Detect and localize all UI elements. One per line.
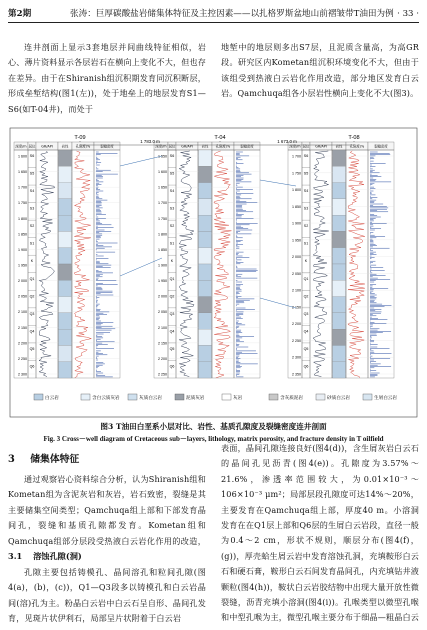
depth-tick-1-6: 1 850 <box>158 247 167 252</box>
layer-label-0-7: Q1 <box>29 276 35 281</box>
layer-label-2-6: K <box>304 259 308 264</box>
lithology-segment-1-0 <box>199 150 212 166</box>
running-title: 张涛：巨厚碳酸盐岩储集体特征及主控因素——以扎格罗斯盆地山前褶皱带T油田为例 <box>70 9 394 19</box>
legend-swatch-6 <box>316 394 325 400</box>
layer-label-1-3: S3 <box>169 206 175 211</box>
subsection-heading <box>8 551 82 562</box>
layer-label-1-6: K <box>170 259 174 264</box>
layer-label-0-0: S6 <box>29 154 35 158</box>
depth-tick-2-9: 2 150 <box>292 305 301 310</box>
lithology-segment-0-10 <box>59 313 72 329</box>
lithology-segment-2-12 <box>333 345 346 361</box>
layer-label-0-6: K <box>30 259 34 264</box>
lithology-segment-2-7 <box>333 264 346 280</box>
page-header <box>8 7 419 21</box>
depth-tick-1-3: 1 700 <box>158 201 167 206</box>
layer-label-1-4: S2 <box>169 224 175 229</box>
layer-label-2-5: S1 <box>303 241 309 246</box>
layer-label-0-9: Q3 <box>29 311 35 316</box>
lithology-segment-1-12 <box>199 345 212 361</box>
subsection-title: 溶蚀孔隙(洞) <box>33 551 82 561</box>
section-heading <box>8 451 79 465</box>
depth-tick-1-11: 2 100 <box>158 325 167 330</box>
lithology-segment-0-9 <box>59 297 72 313</box>
depth-tick-2-13: 2 350 <box>292 372 301 377</box>
col-header-label-1-4: 孔隙度/% <box>215 144 231 149</box>
section-intro: 通过观察岩心资料综合分析，认为Shiranish组和Kometan组为含泥灰岩和灰岩，岩石致密，裂缝是其主要储集空间类型；Qamchuqa组上部和下部发育晶间孔，裂缝和基质孔隙都发育。Kometan组和Qamchuqa组部分层段受热液白云岩化作用的改造， <box>8 474 206 546</box>
distance-label-1: 1 673.0 m <box>277 139 297 144</box>
lithology-segment-2-1 <box>333 166 346 182</box>
section-number: 3 <box>8 454 15 465</box>
depth-tick-0-10: 2 100 <box>18 310 27 315</box>
col-header-label-0-0: 深度/m <box>15 144 27 149</box>
depth-tick-0-5: 1 850 <box>18 232 27 237</box>
col-header-label-1-5: 裂缝密度 <box>240 144 254 149</box>
lithology-segment-2-0 <box>333 150 346 166</box>
legend-label-2: 灰质白云岩 <box>139 396 162 401</box>
layer-label-1-1: S5 <box>169 171 175 176</box>
depth-tick-1-9: 2 000 <box>158 294 167 299</box>
well-name-2: T-08 <box>348 135 360 141</box>
legend-label-6: 砂质白云岩 <box>327 396 350 401</box>
lithology-segment-1-13 <box>199 362 212 378</box>
depth-tick-1-0: 1 550 <box>158 154 167 159</box>
col-header-label-2-2: GR/API <box>315 144 327 149</box>
depth-tick-1-13: 2 200 <box>158 356 167 361</box>
lithology-segment-2-11 <box>333 329 346 345</box>
depth-tick-1-5: 1 800 <box>158 232 167 237</box>
lithology-segment-0-12 <box>59 345 72 361</box>
layer-label-0-12: Q6 <box>29 364 35 369</box>
depth-tick-1-7: 1 900 <box>158 263 167 268</box>
lithology-segment-1-3 <box>199 199 212 215</box>
layer-label-1-5: S1 <box>169 241 175 246</box>
lithology-segment-1-7 <box>199 264 212 280</box>
depth-tick-0-0: 1 600 <box>18 154 27 159</box>
layer-label-0-10: Q4 <box>29 329 35 334</box>
layer-label-2-4: S2 <box>303 224 309 229</box>
lithology-segment-0-4 <box>59 215 72 231</box>
lithology-segment-2-6 <box>333 248 346 264</box>
layer-label-2-0: S6 <box>303 154 309 158</box>
legend-label-5: 含灰质泥岩 <box>280 396 303 401</box>
depth-tick-2-1: 1 750 <box>292 171 301 176</box>
lithology-segment-0-11 <box>59 329 72 345</box>
layer-label-0-4: S2 <box>29 224 35 229</box>
legend-swatch-0 <box>34 394 43 400</box>
col-header-label-2-4: 孔隙度/% <box>349 144 365 149</box>
header-rule <box>8 22 419 23</box>
issue-label: 第2期 <box>8 9 32 19</box>
figure-caption-cn: 图3 T油田白垩系小层对比、岩性、基质孔隙度及裂缝密度连井剖面 <box>100 422 327 431</box>
col-header-label-2-1: 层位 <box>302 144 310 149</box>
lithology-segment-1-5 <box>199 231 212 247</box>
legend-swatch-3 <box>175 394 184 400</box>
depth-tick-2-3: 1 850 <box>292 204 301 209</box>
legend-label-3: 泥质灰岩 <box>186 396 205 401</box>
lithology-segment-2-2 <box>333 183 346 199</box>
layer-label-2-2: S4 <box>303 189 309 194</box>
lithology-segment-0-1 <box>59 166 72 182</box>
col-header-label-0-3: 岩性 <box>61 144 69 149</box>
legend-label-7: 生屑白云岩 <box>374 396 397 401</box>
layer-label-0-3: S3 <box>29 206 35 211</box>
depth-tick-2-7: 2 050 <box>292 271 301 276</box>
legend-swatch-4 <box>222 394 231 400</box>
layer-label-0-1: S5 <box>29 171 35 176</box>
lithology-segment-0-8 <box>59 280 72 296</box>
lithology-segment-1-4 <box>199 215 212 231</box>
lithology-segment-0-6 <box>59 248 72 264</box>
depth-tick-0-8: 2 000 <box>18 279 27 284</box>
lithology-segment-1-6 <box>199 248 212 264</box>
layer-label-0-11: Q5 <box>29 346 35 351</box>
col-header-label-1-2: GR/API <box>181 144 193 149</box>
depth-tick-1-2: 1 650 <box>158 185 167 190</box>
layer-label-2-11: Q5 <box>303 346 309 351</box>
depth-tick-2-6: 2 000 <box>292 255 301 260</box>
lithology-segment-2-5 <box>333 231 346 247</box>
depth-tick-2-4: 1 900 <box>292 221 301 226</box>
layer-label-2-9: Q3 <box>303 311 309 316</box>
layer-label-1-9: Q3 <box>169 311 175 316</box>
well-name-0: T-09 <box>74 135 86 141</box>
layer-label-1-0: S6 <box>169 154 175 158</box>
lithology-segment-1-11 <box>199 329 212 345</box>
layer-label-0-8: Q2 <box>29 294 35 299</box>
subsection-text: 孔隙主要包括铸模孔、晶间溶孔和粒间孔隙(图4(a)，(b)，(c))，Q1—Q3段多以铸模孔和白云岩晶间(溶)孔为主。粉晶白云岩中白云石呈自形、晶间孔发育，见斑片状伊利石，局部呈片状附着于白云岩 <box>8 567 206 624</box>
lithology-segment-2-3 <box>333 199 346 215</box>
section-title: 储集体特征 <box>30 454 80 465</box>
layer-label-1-8: Q2 <box>169 294 175 299</box>
col-header-label-2-3: 岩性 <box>335 144 343 149</box>
col-header-label-0-1: 层位 <box>28 144 36 149</box>
page-number: · 33 · <box>397 9 419 19</box>
lithology-segment-1-8 <box>199 280 212 296</box>
layer-label-0-5: S1 <box>29 241 35 246</box>
lithology-segment-2-9 <box>333 297 346 313</box>
layer-label-1-11: Q5 <box>169 346 175 351</box>
depth-tick-2-0: 1 700 <box>292 154 301 159</box>
lithology-segment-0-7 <box>59 264 72 280</box>
depth-tick-0-12: 2 200 <box>18 341 27 346</box>
col-header-label-0-2: GR/API <box>41 144 53 149</box>
depth-tick-0-3: 1 750 <box>18 201 27 206</box>
depth-tick-1-8: 1 950 <box>158 279 167 284</box>
col-header-label-0-4: 孔隙度/% <box>75 144 91 149</box>
layer-label-1-2: S4 <box>169 189 175 194</box>
depth-tick-1-14: 2 250 <box>158 372 167 377</box>
layer-label-2-12: Q6 <box>303 364 309 369</box>
depth-tick-2-10: 2 200 <box>292 322 301 327</box>
subsection-number: 3.1 <box>8 551 23 561</box>
depth-tick-2-8: 2 100 <box>292 288 301 293</box>
lithology-segment-2-4 <box>333 215 346 231</box>
depth-tick-1-10: 2 050 <box>158 310 167 315</box>
top-right-paragraph: 地堑中的地层则多出S7层，且泥质含量高，为高GR段。研究区内Kometan组沉积环境变化不大，但由于该组受到热液白云岩化作用改造，部分地区发育白云岩。Qamchuqa组各小层岩性横向上变化不大(图3)。 <box>221 42 419 99</box>
depth-tick-0-7: 1 950 <box>18 263 27 268</box>
legend-label-0: 白云岩 <box>45 396 59 401</box>
lithology-segment-1-2 <box>199 183 212 199</box>
depth-tick-0-14: 2 300 <box>18 372 27 377</box>
layer-label-2-7: Q1 <box>303 276 309 281</box>
depth-tick-2-11: 2 250 <box>292 338 301 343</box>
lithology-segment-1-1 <box>199 166 212 182</box>
distance-label-0: 1 783.0 m <box>140 139 160 144</box>
lithology-segment-0-3 <box>59 199 72 215</box>
layer-label-2-1: S5 <box>303 171 309 176</box>
depth-tick-0-2: 1 700 <box>18 185 27 190</box>
legend-swatch-2 <box>128 394 137 400</box>
depth-tick-1-4: 1 750 <box>158 216 167 221</box>
layer-label-0-2: S4 <box>29 189 35 194</box>
lithology-segment-0-5 <box>59 231 72 247</box>
depth-tick-0-13: 2 250 <box>18 356 27 361</box>
well-name-1: T-04 <box>214 135 226 141</box>
lithology-segment-1-10 <box>199 313 212 329</box>
legend-label-4: 灰岩 <box>233 396 243 401</box>
top-left-paragraph: 连井剖面上显示3套地层并间曲线特征相似，岩心、薄片资料显示各层岩石在横向上变化不大，但也存在差异。由于在Shiranish组沉积期发育同沉积断层，形成垒堑结构(图1(左))，处于地垒上的地层发育S1—S6(如T-04井)，而处于 <box>8 42 206 114</box>
legend-swatch-5 <box>269 394 278 400</box>
lithology-segment-2-13 <box>333 362 346 378</box>
col-header-label-0-5: 裂缝密度 <box>100 144 114 149</box>
layer-label-1-12: Q6 <box>169 364 175 369</box>
lithology-segment-0-2 <box>59 183 72 199</box>
depth-tick-2-2: 1 800 <box>292 188 301 193</box>
layer-label-2-3: S3 <box>303 206 309 211</box>
legend-swatch-7 <box>363 394 372 400</box>
depth-tick-1-1: 1 600 <box>158 170 167 175</box>
depth-tick-0-9: 2 050 <box>18 294 27 299</box>
depth-tick-2-5: 1 950 <box>292 238 301 243</box>
legend-swatch-1 <box>81 394 90 400</box>
depth-tick-0-11: 2 150 <box>18 325 27 330</box>
col-header-label-1-3: 岩性 <box>201 144 209 149</box>
col-header-label-1-1: 层位 <box>168 144 176 149</box>
lithology-segment-1-9 <box>199 297 212 313</box>
figure-caption-en: Fig. 3 Cross－well diagram of Cretaceous sub－layers, lithology, matrix porosity, and fracture density in T oilfield <box>43 435 384 443</box>
right-column-paragraph: 表面，晶间孔隙连接良好(图4(d))，含生屑灰岩白云石的晶间孔见沥青(图4(e))。孔隙度为3.57%～21.6%，渗透率范围较大，为0.01×10⁻³～106×10⁻³ μm²；局部层段孔隙度可达14%～20%，主要发育在Qamchuqa组上部，厚度40 m。小溶洞发育在在Q1层上部和Q6层的生屑白云岩段，直径一般为0.4～2 cm，形状不规则，顺层分布(图4(f)，(g))，厚壳蛤生屑云岩中发育溶蚀孔洞，充填鞍形白云石和硬石膏，鞍形白云石间发育晶间孔，内充填钻井液颗粒(图4(h))，鞍状白云岩胶结物中出现大量开放性微裂缝，沥青充填小溶洞(图4(i))。孔喉类型以微型孔喉和中型孔喉为主，微型孔喉主要分布于细晶—粗晶白云 <box>221 443 419 623</box>
layer-label-2-10: Q4 <box>303 329 309 334</box>
layer-label-2-8: Q2 <box>303 294 309 299</box>
legend-label-1: 含白云质灰岩 <box>92 396 120 401</box>
depth-tick-0-4: 1 800 <box>18 216 27 221</box>
col-header-label-1-0: 深度/m <box>155 144 167 149</box>
col-header-label-2-0: 深度/m <box>289 144 301 149</box>
lithology-segment-0-13 <box>59 362 72 378</box>
lithology-segment-0-0 <box>59 150 72 166</box>
cross-well-figure <box>8 126 419 419</box>
lithology-segment-2-10 <box>333 313 346 329</box>
layer-label-1-7: Q1 <box>169 276 175 281</box>
depth-tick-1-12: 2 150 <box>158 341 167 346</box>
depth-tick-2-12: 2 300 <box>292 355 301 360</box>
depth-tick-0-1: 1 650 <box>18 170 27 175</box>
col-header-label-2-5: 裂缝密度 <box>374 144 388 149</box>
lithology-segment-2-8 <box>333 280 346 296</box>
layer-label-1-10: Q4 <box>169 329 175 334</box>
depth-tick-0-6: 1 900 <box>18 247 27 252</box>
